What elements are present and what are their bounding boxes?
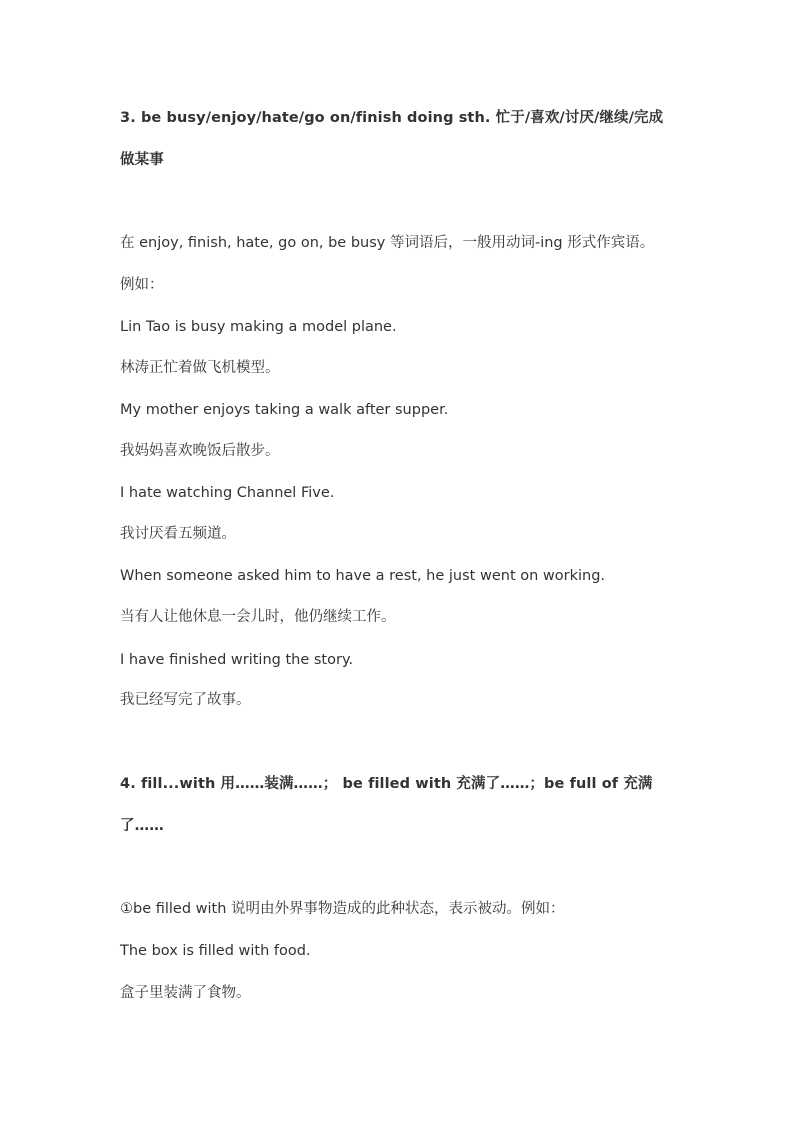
section-3-heading-line-2: 做某事 xyxy=(120,152,164,168)
example-zh-4: 当有人让他休息一会儿时，他仍继续工作。 xyxy=(120,609,396,625)
section-4-example-zh-1: 盒子里装满了食物。 xyxy=(120,985,251,1001)
example-en-2: My mother enjoys taking a walk after supper. xyxy=(120,402,449,418)
section-4-heading-line-2: 了…… xyxy=(120,818,164,834)
example-zh-2: 我妈妈喜欢晚饭后散步。 xyxy=(120,443,280,459)
section-4-point-1: ①be filled with 说明由外界事物造成的此种状态，表示被动。例如： xyxy=(120,901,565,917)
example-zh-1: 林涛正忙着做飞机模型。 xyxy=(120,360,280,376)
section-4-heading-line-1: 4. fill...with 用……装满……； be filled with 充满了……；be full of 充满 xyxy=(120,776,653,792)
section-3-heading-line-1: 3. be busy/enjoy/hate/go on/finish doing sth. 忙于/喜欢/讨厌/继续/完成 xyxy=(120,110,664,126)
example-en-1: Lin Tao is busy making a model plane. xyxy=(120,319,397,335)
example-en-4: When someone asked him to have a rest, he just went on working. xyxy=(120,568,606,584)
section-3-intro: 在 enjoy, finish, hate, go on, be busy 等词语后，一般用动词-ing 形式作宾语。 xyxy=(120,235,655,251)
section-4-example-en-1: The box is filled with food. xyxy=(120,943,311,959)
document-page xyxy=(120,0,690,1123)
example-en-5: I have finished writing the story. xyxy=(120,652,354,668)
example-zh-3: 我讨厌看五频道。 xyxy=(120,526,236,542)
example-label: 例如： xyxy=(120,277,164,293)
example-en-3: I hate watching Channel Five. xyxy=(120,485,335,501)
example-zh-5: 我已经写完了故事。 xyxy=(120,692,251,708)
